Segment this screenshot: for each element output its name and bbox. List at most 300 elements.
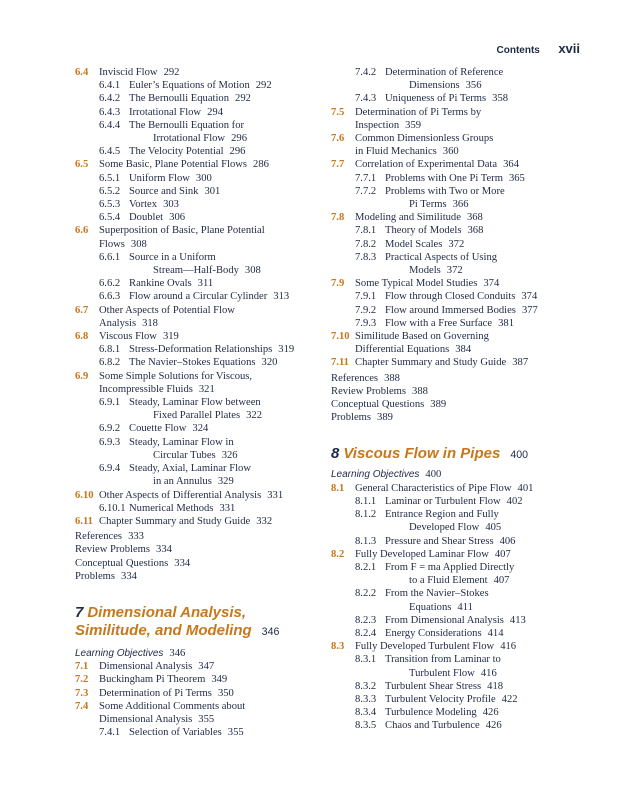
chapter7-heading[interactable] [75, 604, 325, 641]
toc-entry-title: in an Annulus [153, 476, 212, 488]
toc-entry[interactable] [331, 172, 596, 185]
toc-entry[interactable] [331, 185, 596, 211]
toc-entry-page: 388 [384, 372, 400, 384]
toc-entry-title: Dimensions [409, 80, 460, 92]
toc-entry-number: 7.8.3 [355, 251, 377, 263]
toc-list-chapter6 [75, 66, 325, 583]
toc-entry[interactable] [331, 398, 596, 411]
toc-entry-title: Numerical Methods [129, 502, 214, 514]
toc-entry-page: 334 [121, 570, 137, 582]
toc-entry-title: Inviscid Flow [99, 67, 158, 78]
toc-entry-title: Modeling and Similitude [355, 212, 461, 224]
toc-entry-page: 296 [231, 133, 247, 145]
toc-entry-page: 329 [217, 476, 234, 488]
toc-entry-page: 301 [204, 185, 221, 197]
toc-entry[interactable] [331, 211, 596, 224]
toc-entry-title: Review Problems [75, 544, 151, 556]
toc-entry[interactable] [331, 106, 596, 132]
toc-entry-number: 7.7.2 [355, 185, 377, 197]
toc-entry[interactable] [75, 145, 325, 158]
toc-entry[interactable] [75, 119, 325, 145]
toc-entry-number: 7.9.1 [355, 291, 377, 303]
toc-entry-number: 6.9 [75, 370, 89, 382]
toc-entry-title: Turbulent Shear Stress [385, 680, 482, 692]
toc-list-chapter8 [331, 482, 596, 733]
toc-entry-title: Dimensional Analysis [99, 661, 193, 673]
chapter8-number: 8 [331, 445, 340, 463]
chapter8-learning-objectives[interactable] [331, 468, 596, 481]
toc-entry-number: 6.6.2 [99, 278, 121, 290]
toc-entry-title: Chaos and Turbulence [385, 720, 480, 732]
toc-entry[interactable] [331, 132, 596, 158]
toc-entry[interactable] [75, 700, 325, 726]
toc-entry-title: Pi Terms [409, 199, 447, 211]
toc-entry-number: 8.1.1 [355, 495, 377, 507]
toc-entry[interactable] [75, 251, 325, 277]
toc-entry[interactable] [331, 238, 596, 251]
toc-entry-title: The Bernoulli Equation for [129, 119, 245, 131]
toc-entry-page: 406 [499, 535, 516, 547]
toc-entry-title: Chapter Summary and Study Guide [355, 357, 507, 369]
toc-entry-page: 296 [229, 146, 246, 158]
toc-entry-page: 322 [246, 410, 262, 422]
chapter7-title-line1: Dimensional Analysis, [87, 603, 247, 621]
toc-entry-page: 303 [163, 199, 179, 211]
toc-entry-number: 7.9.3 [355, 317, 377, 329]
toc-entry-number: 8.2.4 [355, 627, 377, 639]
toc-entry-title: Problems with Two or More [385, 185, 505, 197]
toc-entry-page: 318 [142, 317, 158, 329]
toc-entry-title: Inspection [355, 119, 400, 131]
toc-entry-page: 416 [480, 667, 497, 679]
toc-entry-number: 6.5 [75, 159, 89, 171]
toc-entry-page: 422 [501, 693, 518, 705]
toc-entry-page: 389 [377, 412, 393, 424]
toc-entry[interactable] [75, 436, 325, 462]
toc-entry-number: 7.10 [331, 331, 350, 343]
toc-entry-title: Irrotational Flow [129, 106, 202, 118]
toc-entry-page: 360 [442, 146, 459, 158]
toc-entry[interactable] [75, 370, 325, 396]
toc-entry[interactable] [331, 693, 596, 706]
toc-entry-title: Equations [409, 601, 452, 613]
toc-entry[interactable] [331, 627, 596, 640]
toc-entry-number: 8.3.5 [355, 720, 377, 732]
toc-entry-title: Euler’s Equations of Motion [129, 80, 250, 92]
toc-entry-title: References [75, 531, 123, 543]
chapter8-title: Viscous Flow in Pipes [343, 445, 501, 463]
toc-entry-title: Turbulent Flow [409, 667, 475, 679]
toc-entry-page: 387 [512, 357, 529, 369]
toc-entry-title: Incompressible Fluids [99, 383, 193, 395]
toc-entry-number: 7.8 [331, 212, 345, 224]
toc-entry-number: 6.8 [75, 331, 89, 343]
chapter7-objectives-page: 346 [169, 647, 186, 659]
toc-entry-number: 7.9 [331, 278, 345, 290]
toc-entry[interactable] [75, 290, 325, 303]
toc-entry-page: 358 [492, 93, 509, 105]
toc-entry-page: 368 [466, 212, 483, 224]
chapter8-objectives-label: Learning Objectives [331, 469, 420, 481]
toc-entry-page: 355 [198, 713, 215, 725]
toc-entry-title: Vortex [129, 199, 158, 211]
toc-entry-number: 6.9.3 [99, 436, 121, 448]
toc-entry-number: 8.2.2 [355, 588, 377, 600]
toc-entry-page: 355 [227, 727, 244, 739]
chapter8-heading[interactable] [331, 445, 596, 464]
toc-entry-title: The Navier–Stokes Equations [129, 357, 256, 369]
toc-entry-title: Conceptual Questions [331, 399, 425, 411]
toc-entry-title: Circular Tubes [153, 449, 216, 461]
toc-entry-title: Flow through Closed Conduits [385, 291, 516, 303]
toc-entry-page: 389 [430, 399, 447, 411]
toc-entry-title: Problems [75, 570, 116, 582]
toc-entry-title: Fully Developed Turbulent Flow [355, 641, 495, 653]
toc-entry-number: 6.4.2 [99, 93, 121, 105]
toc-entry[interactable] [75, 211, 325, 224]
toc-entry-title: Selection of Variables [129, 727, 222, 739]
toc-entry[interactable] [331, 680, 596, 693]
toc-entry-number: 7.9.2 [355, 304, 377, 316]
toc-entry[interactable] [331, 290, 596, 303]
toc-entry-number: 6.10.1 [99, 502, 126, 514]
toc-entry-title: Problems [331, 412, 372, 424]
toc-entry-title: Flow around Immersed Bodies [385, 304, 516, 316]
toc-entry-title: Fully Developed Laminar Flow [355, 548, 489, 560]
toc-entry-title: Flow with a Free Surface [385, 317, 493, 329]
toc-entry[interactable] [331, 587, 596, 613]
chapter7-learning-objectives[interactable] [75, 647, 325, 660]
toc-entry-number: 6.6 [75, 225, 89, 237]
toc-entry-title: Determination of Pi Terms [99, 687, 212, 699]
toc-entry-title: Doublet [129, 212, 164, 224]
chapter7-number: 7 [75, 603, 84, 621]
toc-entry-title: From the Navier–Stokes [385, 588, 489, 600]
toc-entry-number: 6.4.4 [99, 119, 121, 131]
toc-entry-title: Turbulence Modeling [385, 707, 477, 719]
toc-entry-page: 332 [256, 515, 273, 527]
toc-entry[interactable] [331, 372, 596, 385]
toc-entry-page: 308 [244, 265, 261, 277]
toc-entry-page: 286 [253, 159, 269, 171]
toc-entry[interactable] [75, 543, 325, 556]
toc-entry-page: 381 [498, 317, 514, 329]
toc-entry-number: 7.7 [331, 159, 345, 171]
toc-entry-page: 364 [503, 159, 519, 171]
toc-entry-title: Developed Flow [409, 522, 480, 534]
running-head-page-number: xvii [558, 41, 580, 56]
toc-entry[interactable] [331, 317, 596, 330]
toc-entry-page: 326 [221, 449, 238, 461]
toc-entry-page: 413 [509, 614, 526, 626]
toc-entry-number: 7.4 [75, 700, 89, 712]
toc-entry-page: 334 [174, 557, 191, 569]
toc-entry[interactable] [75, 530, 325, 543]
toc-entry-number: 8.3 [331, 641, 345, 653]
toc-entry-page: 365 [508, 172, 525, 184]
toc-entry-title: Review Problems [331, 385, 407, 397]
toc-entry-page: 311 [197, 278, 214, 290]
toc-entry-title: Chapter Summary and Study Guide [99, 515, 251, 527]
toc-entry-title: in Fluid Mechanics [355, 146, 437, 158]
running-head-label: Contents [496, 45, 540, 56]
toc-entry-number: 8.1 [331, 482, 345, 494]
toc-entry[interactable] [75, 224, 325, 250]
toc-entry-page: 320 [261, 357, 278, 369]
toc-entry-title: Fixed Parallel Plates [153, 410, 241, 422]
toc-entry[interactable] [75, 673, 325, 686]
toc-entry[interactable] [75, 158, 325, 171]
toc-entry-title: General Characteristics of Pipe Flow [355, 482, 512, 494]
toc-entry-page: 349 [211, 674, 228, 686]
toc-entry-title: Similitude Based on Governing [355, 331, 489, 343]
toc-entry-number: 6.4.1 [99, 80, 121, 92]
toc-entry[interactable] [75, 92, 325, 105]
toc-entry[interactable] [331, 304, 596, 317]
toc-entry-number: 6.5.2 [99, 185, 121, 197]
toc-entry-page: 368 [467, 225, 484, 237]
toc-entry-number: 7.7.1 [355, 172, 377, 184]
toc-entry-title: Some Typical Model Studies [355, 278, 478, 290]
toc-entry-number: 6.8.2 [99, 357, 121, 369]
toc-entry-number: 6.8.1 [99, 344, 121, 356]
toc-entry-number: 6.7 [75, 304, 89, 316]
toc-entry-number: 7.8.2 [355, 238, 377, 250]
toc-entry[interactable] [331, 224, 596, 237]
toc-entry-page: 388 [412, 385, 428, 397]
toc-entry-page: 359 [405, 119, 422, 131]
toc-entry[interactable] [331, 158, 596, 171]
toc-entry-page: 350 [217, 687, 234, 699]
toc-entry-page: 414 [487, 627, 504, 639]
toc-entry-page: 418 [487, 680, 504, 692]
toc-entry-title: References [331, 372, 379, 384]
toc-entry-page: 374 [521, 291, 538, 303]
toc-entry[interactable] [75, 356, 325, 369]
toc-entry-number: 7.4.2 [355, 67, 377, 78]
toc-entry-title: Conceptual Questions [75, 557, 169, 569]
toc-entry[interactable] [75, 515, 325, 528]
toc-entry-number: 6.5.4 [99, 212, 121, 224]
toc-entry-title: Uniqueness of Pi Terms [385, 93, 487, 105]
toc-entry[interactable] [75, 462, 325, 488]
toc-entry-number: 7.6 [331, 133, 345, 145]
toc-entry-title: Uniform Flow [129, 172, 190, 184]
toc-entry-title: Some Simple Solutions for Viscous, [99, 370, 253, 382]
toc-entry-title: Practical Aspects of Using [385, 251, 498, 263]
toc-entry-page: 356 [465, 80, 482, 92]
toc-entry[interactable] [331, 653, 596, 679]
toc-entry-number: 8.1.2 [355, 509, 377, 521]
toc-entry[interactable] [75, 396, 325, 422]
toc-entry[interactable] [331, 277, 596, 290]
toc-entry-title: Some Additional Comments about [99, 700, 246, 712]
toc-entry-page: 372 [448, 238, 465, 250]
toc-entry-number: 6.5.3 [99, 199, 121, 211]
toc-entry[interactable] [331, 640, 596, 653]
toc-entry-number: 8.3.2 [355, 680, 377, 692]
toc-entry-page: 374 [483, 278, 500, 290]
toc-entry-page: 426 [482, 707, 499, 719]
toc-entry-title: Source in a Uniform [129, 251, 216, 263]
toc-entry-title: Common Dimensionless Groups [355, 133, 494, 145]
toc-entry[interactable] [331, 495, 596, 508]
toc-entry[interactable] [331, 330, 596, 356]
toc-entry-page: 407 [493, 575, 510, 587]
toc-entry[interactable] [331, 482, 596, 495]
toc-entry-number: 6.10 [75, 489, 94, 501]
toc-entry-title: Turbulent Velocity Profile [385, 693, 496, 705]
toc-entry-page: 416 [500, 641, 517, 653]
toc-entry-page: 292 [163, 67, 180, 78]
toc-entry[interactable] [331, 92, 596, 105]
toc-entry[interactable] [75, 79, 325, 92]
toc-entry-number: 8.2 [331, 548, 345, 560]
toc-entry-number: 6.5.1 [99, 172, 121, 184]
toc-entry[interactable] [75, 172, 325, 185]
toc-entry-page: 333 [128, 531, 144, 543]
toc-entry-title: Flow around a Circular Cylinder [129, 291, 268, 303]
toc-entry[interactable] [331, 535, 596, 548]
toc-entry[interactable] [75, 557, 325, 570]
toc-entry-page: 402 [506, 495, 523, 507]
toc-entry[interactable] [75, 66, 325, 79]
toc-entry[interactable] [75, 422, 325, 435]
toc-entry-title: to a Fluid Element [409, 575, 488, 587]
toc-entry[interactable] [75, 304, 325, 330]
chapter7-title-line2: Similitude, and Modeling [75, 621, 252, 639]
toc-entry-number: 6.9.4 [99, 463, 121, 475]
toc-entry-number: 7.2 [75, 674, 89, 686]
toc-entry-number: 7.8.1 [355, 225, 377, 237]
toc-entry-title: Entrance Region and Fully [385, 509, 499, 521]
toc-entry[interactable] [331, 508, 596, 534]
toc-entry-number: 8.3.1 [355, 654, 377, 666]
toc-entry-title: Other Aspects of Differential Analysis [99, 489, 262, 501]
toc-entry-number: 6.4 [75, 67, 89, 78]
toc-entry-page: 324 [192, 423, 209, 435]
toc-entry-page: 331 [267, 489, 284, 501]
toc-entry-page: 321 [198, 383, 215, 395]
toc-entry[interactable] [75, 330, 325, 343]
toc-entry-title: Determination of Reference [385, 67, 504, 78]
toc-entry-page: 300 [195, 172, 212, 184]
toc-entry-page: 377 [521, 304, 538, 316]
toc-entry-title: Determination of Pi Terms by [355, 106, 482, 118]
toc-entry-page: 313 [273, 291, 290, 303]
toc-entry-page: 319 [162, 331, 179, 343]
toc-entry[interactable] [331, 719, 596, 732]
chapter8-objectives-page: 400 [425, 469, 442, 481]
toc-entry-page: 384 [455, 344, 472, 356]
toc-entry[interactable] [331, 356, 596, 369]
toc-entry-number: 6.4.3 [99, 106, 121, 118]
toc-entry[interactable] [75, 198, 325, 211]
toc-entry[interactable] [331, 66, 596, 92]
toc-entry-title: Couette Flow [129, 423, 187, 435]
toc-entry-page: 334 [156, 544, 172, 556]
toc-entry-number: 6.9.2 [99, 423, 121, 435]
toc-entry[interactable] [331, 251, 596, 277]
toc-entry[interactable] [331, 614, 596, 627]
toc-entry-title: Flows [99, 238, 125, 250]
toc-entry-title: Model Scales [385, 238, 443, 250]
toc-entry-title: Transition from Laminar to [385, 654, 501, 666]
toc-entry-number: 6.11 [75, 515, 93, 527]
toc-entry-page: 366 [452, 199, 469, 211]
toc-entry-number: 8.3.4 [355, 707, 377, 719]
chapter7-objectives-label: Learning Objectives [75, 647, 164, 659]
toc-entry-title: Other Aspects of Potential Flow [99, 304, 235, 316]
toc-entry-page: 347 [198, 661, 215, 673]
toc-entry-page: 319 [278, 344, 295, 356]
toc-entry-number: 7.4.1 [99, 727, 121, 739]
toc-entry-page: 411 [457, 601, 473, 613]
toc-entry-title: Theory of Models [385, 225, 462, 237]
toc-entry[interactable] [331, 561, 596, 587]
toc-entry-title: Irrotational Flow [153, 133, 226, 145]
toc-entry[interactable] [75, 277, 325, 290]
toc-entry[interactable] [75, 660, 325, 673]
toc-entry[interactable] [331, 411, 596, 424]
toc-entry[interactable] [75, 106, 325, 119]
chapter7-page: 346 [261, 625, 280, 638]
toc-entry-title: Correlation of Experimental Data [355, 159, 498, 171]
toc-entry[interactable] [75, 687, 325, 700]
toc-entry-number: 6.4.5 [99, 146, 121, 158]
toc-entry-title: Viscous Flow [99, 331, 157, 343]
toc-entry-title: The Bernoulli Equation [129, 93, 230, 105]
toc-entry-title: The Velocity Potential [129, 146, 224, 158]
toc-entry-number: 8.1.3 [355, 535, 377, 547]
toc-entry-title: Buckingham Pi Theorem [99, 674, 206, 686]
toc-entry[interactable] [75, 185, 325, 198]
toc-entry-title: Laminar or Turbulent Flow [385, 495, 501, 507]
toc-entry-page: 405 [485, 522, 502, 534]
toc-entry[interactable] [75, 502, 325, 515]
toc-entry-title: Models [409, 265, 441, 277]
toc-right-column [331, 66, 596, 733]
toc-entry[interactable] [331, 706, 596, 719]
toc-left-column [75, 66, 325, 739]
toc-entry-title: Energy Considerations [385, 627, 482, 639]
toc-entry-page: 308 [130, 238, 147, 250]
toc-entry-title: Analysis [99, 317, 137, 329]
toc-entry-title: From Dimensional Analysis [385, 614, 504, 626]
toc-entry-number: 8.2.1 [355, 561, 377, 573]
toc-entry[interactable] [331, 385, 596, 398]
toc-entry[interactable] [331, 548, 596, 561]
toc-entry-number: 6.9.1 [99, 397, 121, 409]
toc-entry-title: From F = ma Applied Directly [385, 561, 515, 573]
toc-entry-page: 292 [235, 93, 251, 105]
toc-entry-title: Dimensional Analysis [99, 713, 193, 725]
toc-entry-page: 294 [207, 106, 223, 118]
toc-entry-number: 8.2.3 [355, 614, 377, 626]
toc-entry[interactable] [75, 570, 325, 583]
toc-entry-page: 292 [255, 80, 272, 92]
toc-entry[interactable] [75, 726, 325, 739]
toc-entry-title: Some Basic, Plane Potential Flows [99, 159, 248, 171]
toc-entry-title: Stream—Half-Body [153, 265, 239, 277]
toc-entry-number: 6.6.3 [99, 291, 121, 303]
toc-entry-page: 401 [517, 482, 534, 494]
toc-entry-number: 7.5 [331, 106, 345, 118]
toc-entry[interactable] [75, 489, 325, 502]
toc-entry[interactable] [75, 343, 325, 356]
toc-entry-page: 407 [494, 548, 511, 560]
toc-entry-page: 331 [219, 502, 236, 514]
